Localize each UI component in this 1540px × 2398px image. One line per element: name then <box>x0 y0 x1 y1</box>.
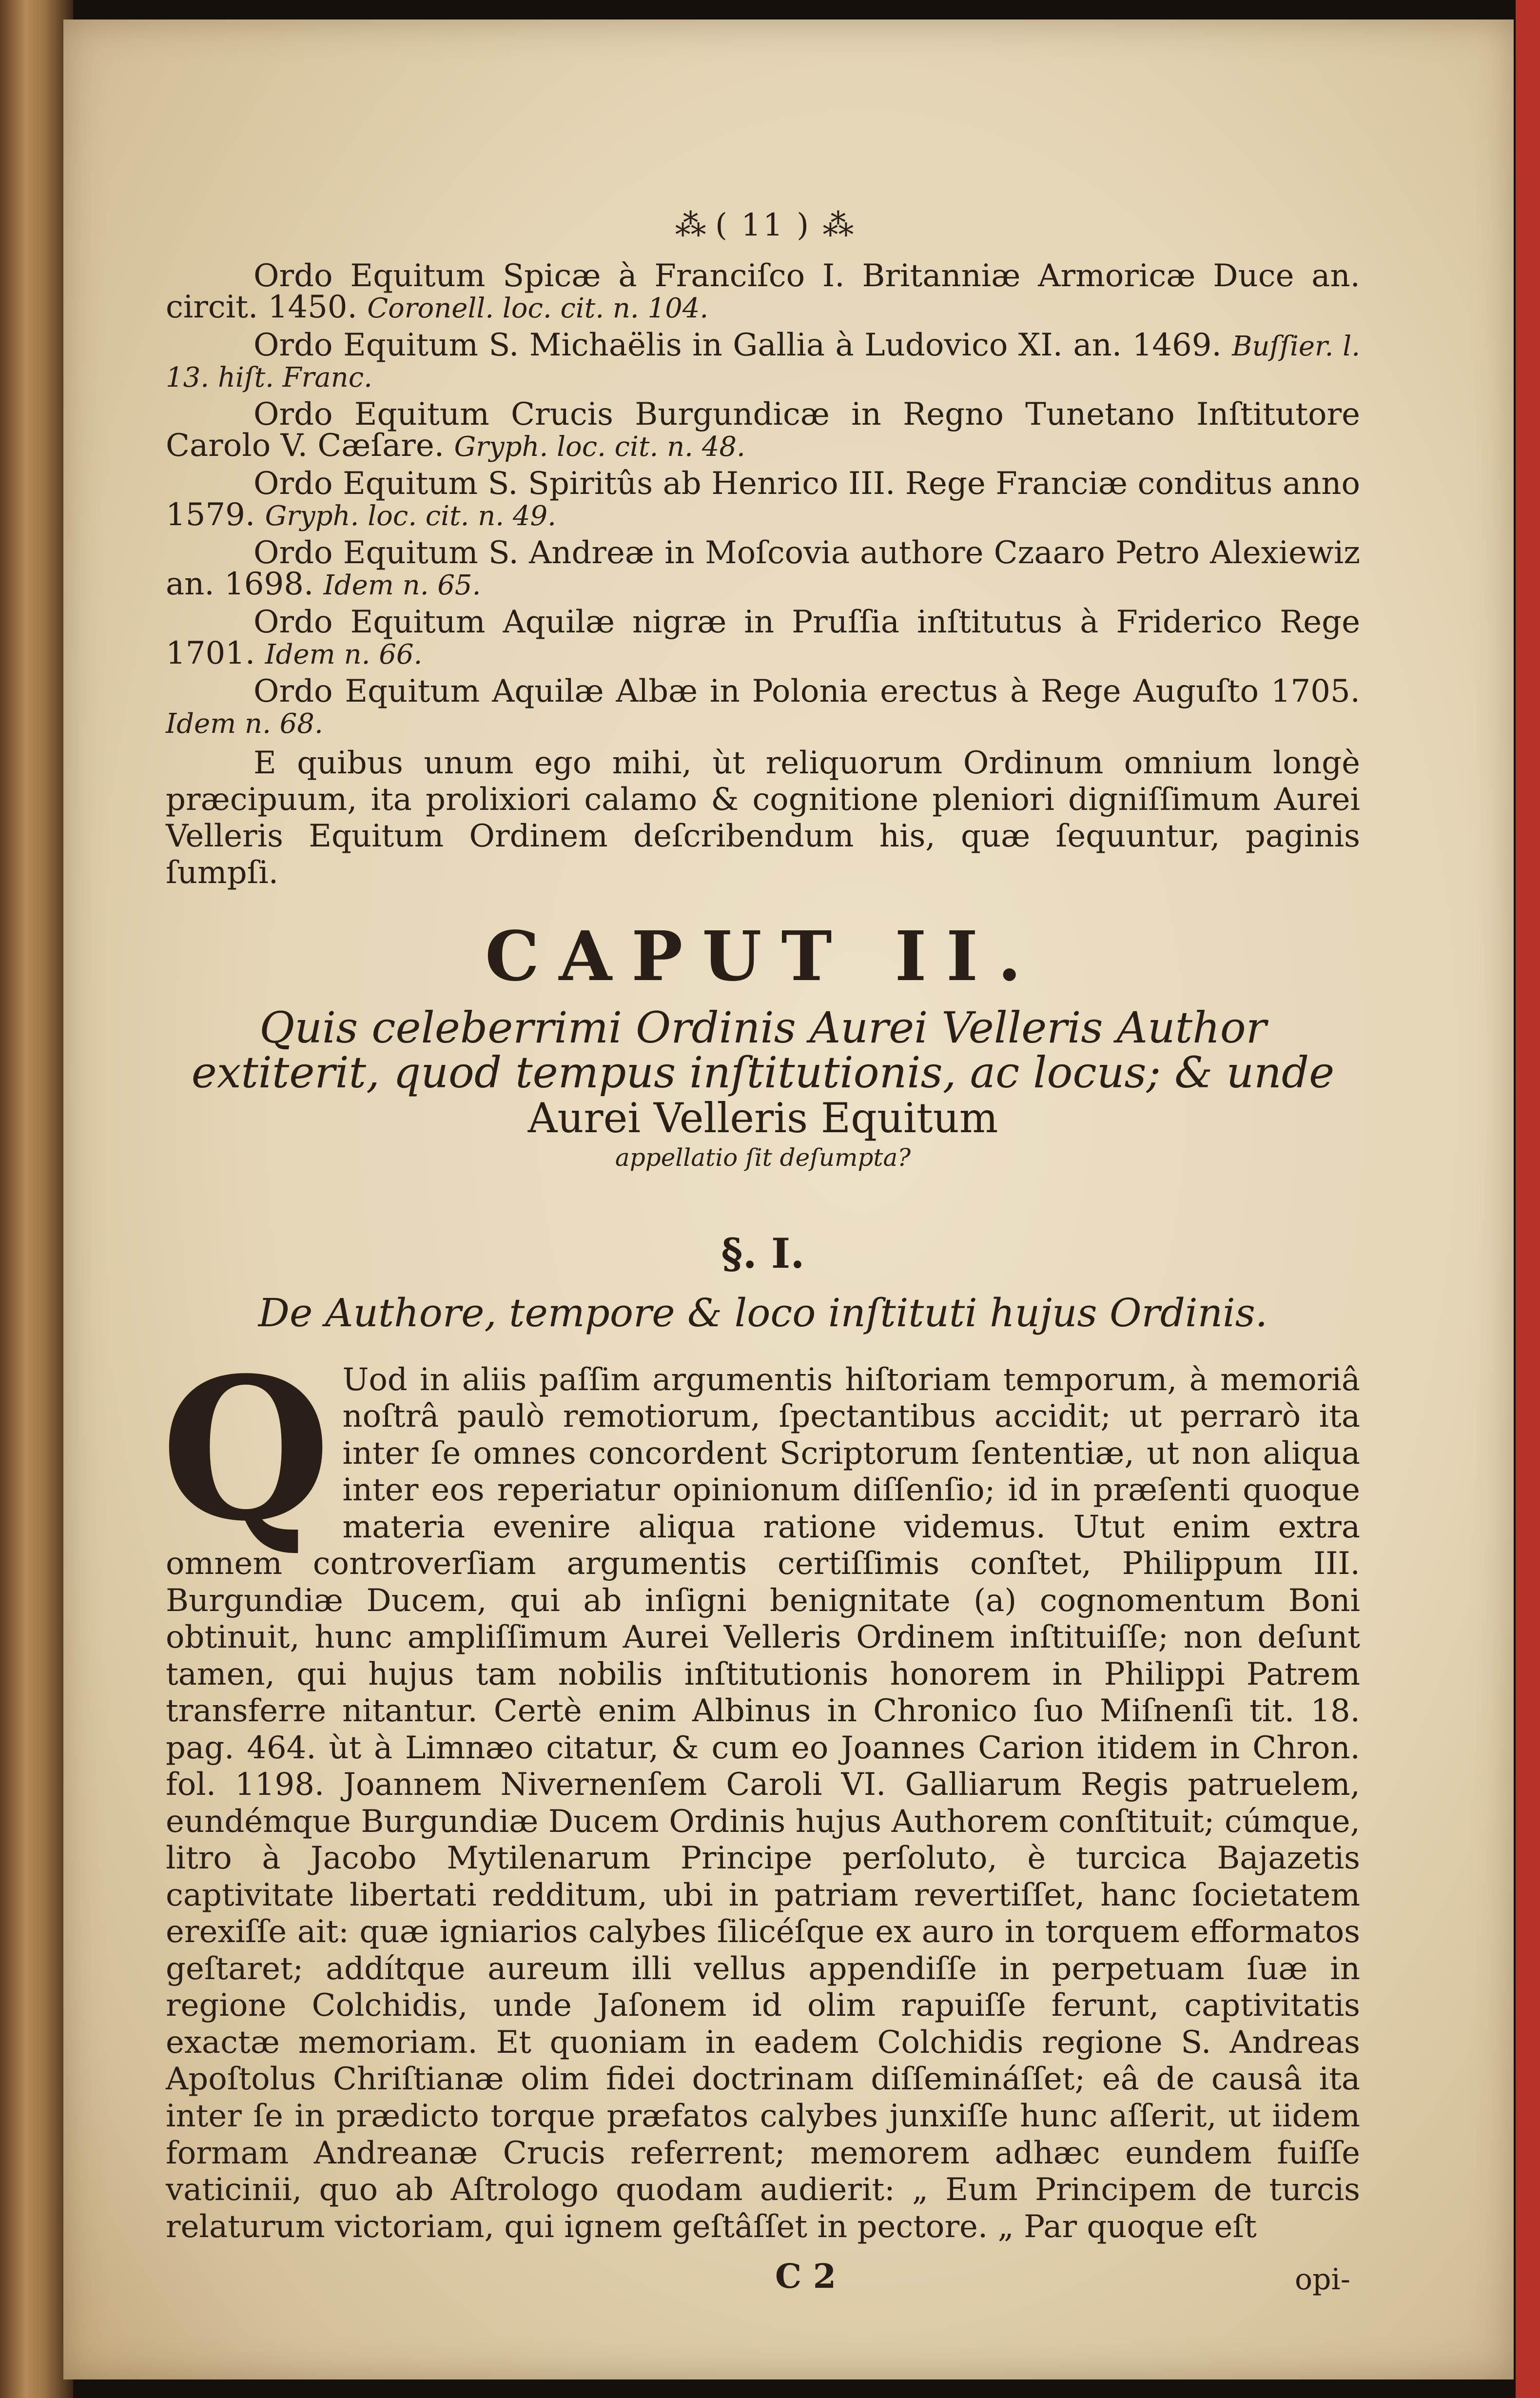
order-text: Ordo Equitum S. Andreæ in Moſcovia authore Czaaro Petro Alexiewiz an. 1698. <box>166 535 1360 602</box>
order-text: Ordo Equitum S. Spiritûs ab Henrico III. Rege Franciæ conditus anno 1579. <box>166 466 1360 533</box>
catchword: opi- <box>1295 2262 1350 2297</box>
order-reference: Gryph. loc. cit. n. 48. <box>454 431 745 463</box>
ornament-right-icon: ⁂ <box>822 207 851 243</box>
list-item <box>166 260 1360 323</box>
order-reference: Idem n. 66. <box>265 639 423 670</box>
list-item <box>166 673 1360 740</box>
ornament-left-icon: ⁂ <box>675 207 703 243</box>
order-reference: Buſſier. l. 13. hiſt. Franc. <box>166 331 1361 393</box>
signature-mark: C 2 <box>775 2257 837 2297</box>
page-footer <box>166 2257 1360 2299</box>
section-heading: §. I. <box>721 1229 805 1278</box>
running-head <box>166 207 1360 243</box>
list-item <box>166 468 1360 531</box>
body-paragraph <box>161 1335 1360 2245</box>
drop-cap: Q <box>161 1335 331 1564</box>
page-content <box>161 207 1361 2299</box>
list-item <box>166 604 1360 671</box>
body-text: Uod in aliis paſſim argumentis hiſtoriam temporum, à memoriâ noſtrâ paulò remotiorum, ſpectantibus accidit; ut perrarò ita inter ſe omnes concordent Scriptorum ſententiæ, ut non aliqua inter eos reperiatur opinionum diſſenſio; id in præſenti quoque materia evenire aliqua ratione videmus. Utut enim extra omnem controverſiam argumentis certiſſimis conſtet, Philippum III. Burgundiæ Ducem, qui ab inſigni benignitate (a) cognomentum Boni obtinuit, hunc ampliſſimum Aurei Velleris Ordinem inſtituiſſe; non deſunt tamen, qui hujus tam nobilis inſtitutionis honorem in Philippi Patrem transferre nitantur. Certè enim Albinus in Chronico ſuo Miſnenſi tit. 18. pag. 464. ùt à Limnæo citatur, & cum eo Joannes Carion itidem in Chron. fol. 1198. Joannem Nivernenſem Caroli VI. Galliarum Regis patruelem, eundémque Burgundiæ Ducem Ordinis hujus Authorem conſtituit; cúmque, litro à Jacobo Mytilenarum Principe perſoluto, è turcica Bajazetis captivitate libertati redditum, ubi in patriam revertiſſet, hanc ſocietatem erexiſſe ait: quæ igniarios calybes ſilicéſque ex auro in torquem efformatos geſtaret; addítque aureum illi vellus appendiſſe in perpetuam ſuæ in regione Colchidis, unde Jaſonem id olim rapuiſſe ferunt, captivitatis exactæ memoriam. Et quoniam in eadem Colchidis regione S. Andreas Apoſtolus Chriſtianæ olim fidei doctrinam diſſemináſſet; eâ de causâ ita inter ſe in prædicto torque præfatos calybes junxiſſe hunc aſſerit, ut iidem formam Andreanæ Crucis referrent; memorem adhæc eundem fuiſſe vaticinii, quo ab Aſtrologo quodam audierit: „ Eum Principem de turcis relaturum victoriam, qui ignem geſtâſſet in pectore. „ Par quoque eſt <box>166 1361 1360 2245</box>
order-text: Ordo Equitum Aquilæ nigræ in Pruſſia inſtitutus à Friderico Rege 1701. <box>166 604 1360 671</box>
chapter-title-italic: Quis celeberrimi Ordinis Aurei Velleris Author extiterit, quod tempus inſtitutionis, ac locus; & unde <box>191 1002 1335 1098</box>
order-text: Ordo Equitum Crucis Burgundicæ in Regno Tunetano Inſtitutore Carolo V. Cæſare. <box>166 396 1360 464</box>
chapter-title-upright: Aurei Velleris Equitum <box>527 1094 998 1142</box>
page-edge-strip <box>1516 0 1540 2398</box>
order-text: Ordo Equitum Spicæ à Franciſco I. Britanniæ Armoricæ Duce an. circit. 1450. <box>166 258 1360 325</box>
order-reference: Idem n. 65. <box>323 570 481 601</box>
order-text: Ordo Equitum S. Michaëlis in Gallia à Ludovico XI. an. 1469. <box>253 327 1222 363</box>
closing-paragraph: E quibus unum ego mihi, ùt reliquorum Ordinum omnium longè præcipuum, ita prolixiori calamo & cognitione pleniori digniſſimum Aurei Velleris Equitum Ordinem deſcribendum his, quæ ſequuntur, paginis ſumpſi. <box>166 745 1360 891</box>
orders-list <box>166 260 1360 738</box>
chapter-subtitle: appellatio ſit deſumpta? <box>615 1143 911 1172</box>
list-item <box>166 327 1361 393</box>
list-item <box>166 537 1360 600</box>
section-title: De Authore, tempore & loco inſtituti hujus Ordinis. <box>258 1290 1268 1336</box>
order-text: Ordo Equitum Aquilæ Albæ in Polonia erectus à Rege Auguſto 1705. <box>253 673 1360 709</box>
order-reference: Idem n. 68. <box>166 708 323 740</box>
page-number: ( 11 ) <box>715 207 811 243</box>
chapter-title <box>166 1002 1360 1142</box>
list-item <box>166 396 1360 464</box>
book-spine <box>0 0 73 2398</box>
order-reference: Coronell. loc. cit. n. 104. <box>367 293 709 324</box>
chapter-heading: CAPUT II. <box>485 916 1041 997</box>
order-reference: Gryph. loc. cit. n. 49. <box>265 500 556 532</box>
